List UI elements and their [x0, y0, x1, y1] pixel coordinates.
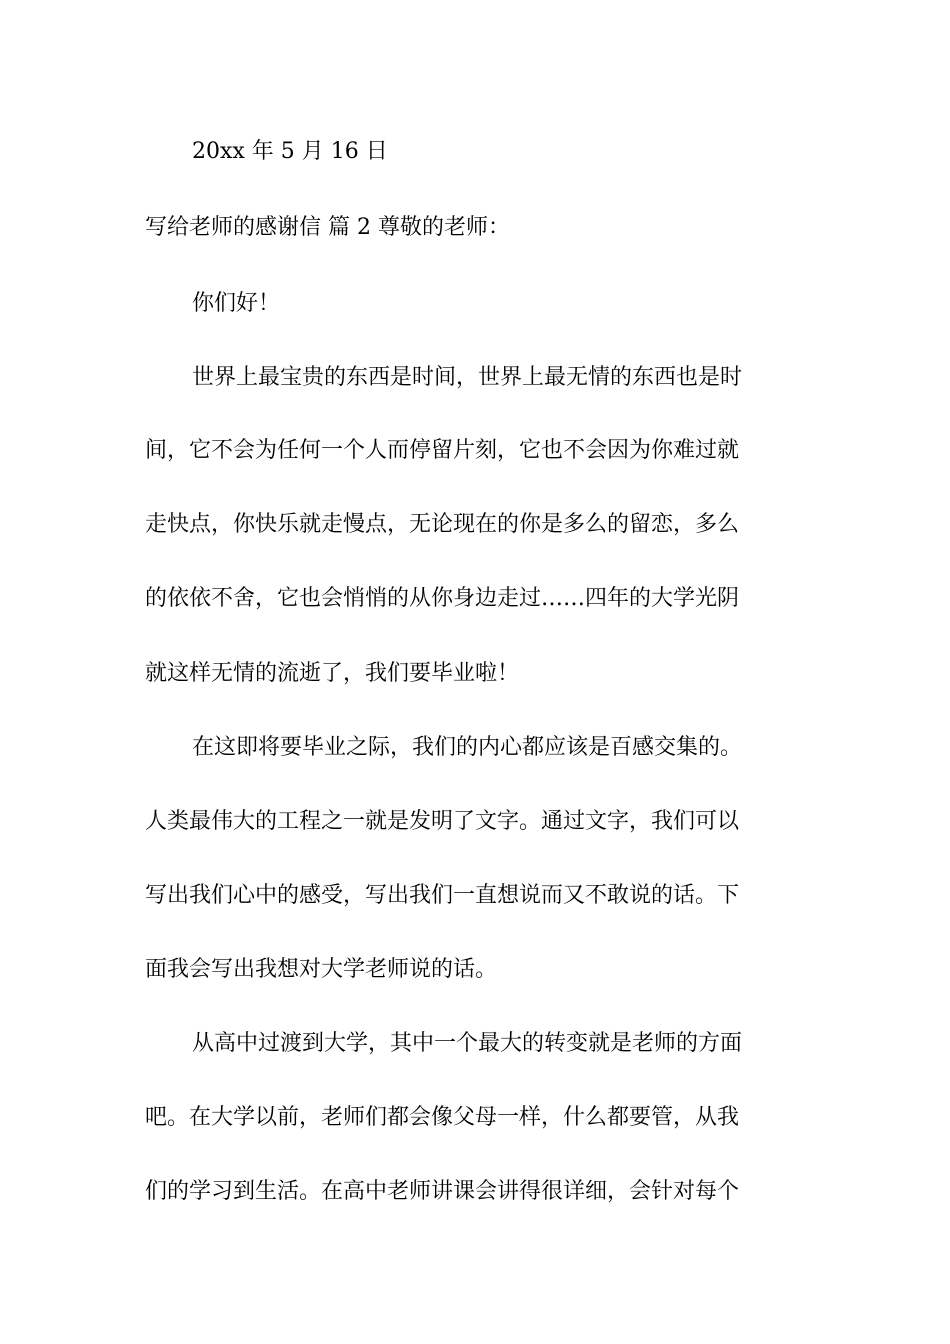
paragraph-line: 的依依不舍，它也会悄悄的从你身边走过……四年的大学光阴: [145, 586, 740, 611]
paragraph-line: 吧。在大学以前，老师们都会像父母一样，什么都要管，从我: [145, 1105, 740, 1130]
date-line: 20xx 年 5 月 16 日: [192, 139, 388, 164]
greeting-line: 你们好！: [192, 291, 281, 316]
paragraph-line: 们的学习到生活。在高中老师讲课会讲得很详细，会针对每个: [145, 1179, 740, 1204]
paragraph-line: 写出我们心中的感受，写出我们一直想说而又不敢说的话。下: [145, 883, 740, 908]
paragraph-line: 人类最伟大的工程之一就是发明了文字。通过文字，我们可以: [145, 809, 740, 834]
letter-title-line: 写给老师的感谢信 篇 2 尊敬的老师：: [145, 215, 510, 240]
paragraph-line: 世界上最宝贵的东西是时间，世界上最无情的东西也是时: [192, 365, 743, 390]
paragraph-line: 面我会写出我想对大学老师说的话。: [145, 957, 498, 982]
paragraph-line: 间，它不会为任何一个人而停留片刻，它也不会因为你难过就: [145, 438, 740, 463]
paragraph-line: 走快点，你快乐就走慢点，无论现在的你是多么的留恋，多么: [145, 512, 740, 537]
paragraph-line: 在这即将要毕业之际，我们的内心都应该是百感交集的。: [192, 735, 743, 760]
paragraph-line: 就这样无情的流逝了，我们要毕业啦！: [145, 661, 520, 686]
paragraph-line: 从高中过渡到大学，其中一个最大的转变就是老师的方面: [192, 1031, 743, 1056]
